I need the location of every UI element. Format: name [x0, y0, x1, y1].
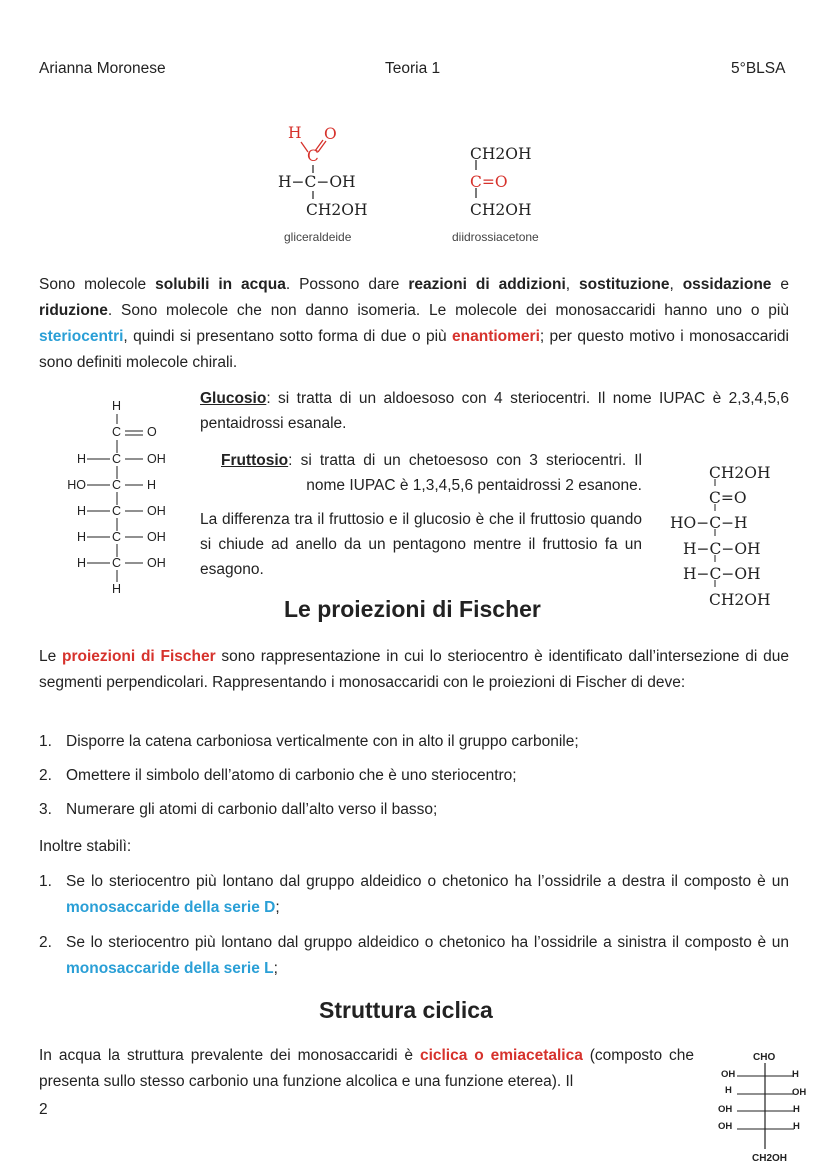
section-title-cyclic: Struttura ciclica — [319, 997, 493, 1023]
carbonyl-c: C — [307, 147, 319, 165]
gliceraldeide-ch2oh: CH2OH — [306, 201, 368, 219]
diidrossiacetone-structure — [450, 140, 570, 250]
cyclic-paragraph: In acqua la struttura prevalente dei monosaccaridi è ciclica o emiacetalica (composto che presenta sullo stesso carbonio una funzione alcolica e una funzione eterea). Il — [39, 1047, 695, 1090]
inoltre-label: Inoltre stabilì: — [39, 838, 132, 855]
hand-right: OH — [792, 1087, 807, 1098]
hand-left: OH — [721, 1069, 736, 1080]
glucose-c1: C — [112, 425, 122, 439]
emiacetalica-term: ciclica o emiacetalica — [419, 1047, 583, 1064]
glucose-row-center: C — [112, 556, 122, 570]
glucose-row-left: H — [76, 452, 86, 466]
fischer-rule: 2. Se lo steriocentro più lontano dal gruppo aldeidico o chetonico ha l’ossidrile a sinistra il composto è un monosaccaride della serie L; — [39, 934, 789, 977]
glucose-row-right: OH — [147, 452, 166, 466]
fructose-row: CH2OH — [709, 591, 771, 609]
hand-right: H — [792, 1069, 799, 1080]
hand-left: OH — [718, 1121, 733, 1132]
glucose-bottom-h: H — [112, 582, 122, 596]
document-title: Teoria 1 — [385, 60, 441, 77]
glucose-row-center: C — [112, 478, 122, 492]
section-title-fischer: Le proiezioni di Fischer — [284, 596, 541, 622]
glucose-row-right: OH — [147, 530, 166, 544]
gliceraldeide-row: H−C−OH — [278, 173, 356, 191]
fructose-row: CH2OH — [709, 464, 771, 482]
fruttosio-description: Fruttosio: si tratta di un chetoesoso con 3 steriocentri. Il nome IUPAC è 1,3,4,5,6 pentaidrossi 2 esanone. — [221, 452, 642, 494]
glucose-row-center: C — [112, 530, 122, 544]
dha-bottom: CH2OH — [470, 201, 532, 219]
fructose-row: H−C−OH — [683, 540, 761, 558]
fischer-step: 1. Disporre la catena carboniosa verticalmente con in alto il gruppo carbonile; — [39, 733, 579, 750]
glucose-row-center: C — [112, 504, 122, 518]
aldehyde-h: H — [288, 124, 302, 142]
class-label: 5°BLSA — [731, 60, 786, 77]
hand-left: OH — [718, 1104, 733, 1115]
fructose-row: H−C−OH — [683, 565, 761, 583]
cho-label: CHO — [753, 1052, 776, 1063]
dha-carbonyl: C=O — [470, 173, 508, 191]
fischer-paragraph: Le proiezioni di Fischer sono rappresentazione in cui lo steriocentro è identificato dall’intersezione di due segmenti perpendicolari. Rappresentando i monosaccaridi con le proiezioni di Fischer di deve: — [39, 648, 789, 691]
glucose-row-center: C — [112, 452, 122, 466]
serie-d-term: monosaccaride della serie D — [66, 899, 276, 916]
glucosio-description: Glucosio: si tratta di un aldoesoso con 4 steriocentri. Il nome IUPAC è 2,3,4,5,6 pentaidrossi esanale. — [200, 390, 789, 432]
fischer-term: proiezioni di Fischer — [62, 648, 216, 665]
dha-top: CH2OH — [470, 145, 532, 163]
hand-right: H — [793, 1121, 800, 1132]
fruttosio-label: Fruttosio — [221, 452, 289, 469]
steriocentri-term: steriocentri — [39, 328, 124, 345]
hand-right: H — [793, 1104, 800, 1115]
page-number: 2 — [39, 1101, 48, 1118]
fischer-step: 3. Numerare gli atomi di carbonio dall’alto verso il basso; — [39, 801, 438, 818]
glucose-row-left: HO — [67, 478, 86, 492]
glucose-row-right: OH — [147, 556, 166, 570]
author-name: Arianna Moronese — [39, 60, 166, 77]
glucose-top-h: H — [112, 399, 122, 413]
enantiomeri-term: enantiomeri — [452, 328, 540, 345]
aldehyde-o: O — [324, 125, 337, 143]
hand-left: H — [725, 1085, 732, 1096]
glucose-row-left: H — [76, 556, 86, 570]
glucose-row-left: H — [76, 504, 86, 518]
glucose-o: O — [147, 425, 157, 439]
handdrawn-fischer — [712, 1049, 816, 1169]
glucose-row-right: OH — [147, 504, 166, 518]
fischer-step: 2. Omettere il simbolo dell’atomo di carbonio che è uno steriocentro; — [39, 767, 517, 784]
fischer-rule: 1. Se lo steriocentro più lontano dal gruppo aldeidico o chetonico ha l’ossidrile a destra il composto è un monosaccaride della serie D; — [39, 873, 789, 916]
gliceraldeide-structure — [270, 120, 390, 250]
fructose-row: HO−C−H — [670, 514, 748, 532]
ch2oh-label: CH2OH — [752, 1153, 788, 1164]
difference-paragraph: La differenza tra il fruttosio e il glucosio è che il fruttosio quando si chiude ad anello da un pentagono mentre il fruttosio fa un esagono. — [200, 511, 642, 578]
fructose-fischer-projection — [668, 462, 778, 617]
intro-paragraph: Sono molecole solubili in acqua. Possono dare reazioni di addizioni, sostituzione, ossidazione e riduzione. Sono molecole che non danno isomeria. Le molecole dei monosaccaridi hanno uno o più steriocentri, quindi si presentano sotto forma di due o più enantiomeri; per questo motivo i monosaccaridi sono definiti molecole chirali. — [39, 276, 789, 371]
glucose-row-left: H — [76, 530, 86, 544]
glucose-fischer-projection — [55, 396, 185, 601]
gliceraldeide-caption: gliceraldeide — [284, 230, 352, 244]
fructose-row: C=O — [709, 489, 747, 507]
serie-l-term: monosaccaride della serie L — [66, 960, 274, 977]
diidrossiacetone-caption: diidrossiacetone — [452, 230, 539, 244]
glucose-row-right: H — [147, 478, 157, 492]
glucosio-label: Glucosio — [200, 390, 267, 407]
